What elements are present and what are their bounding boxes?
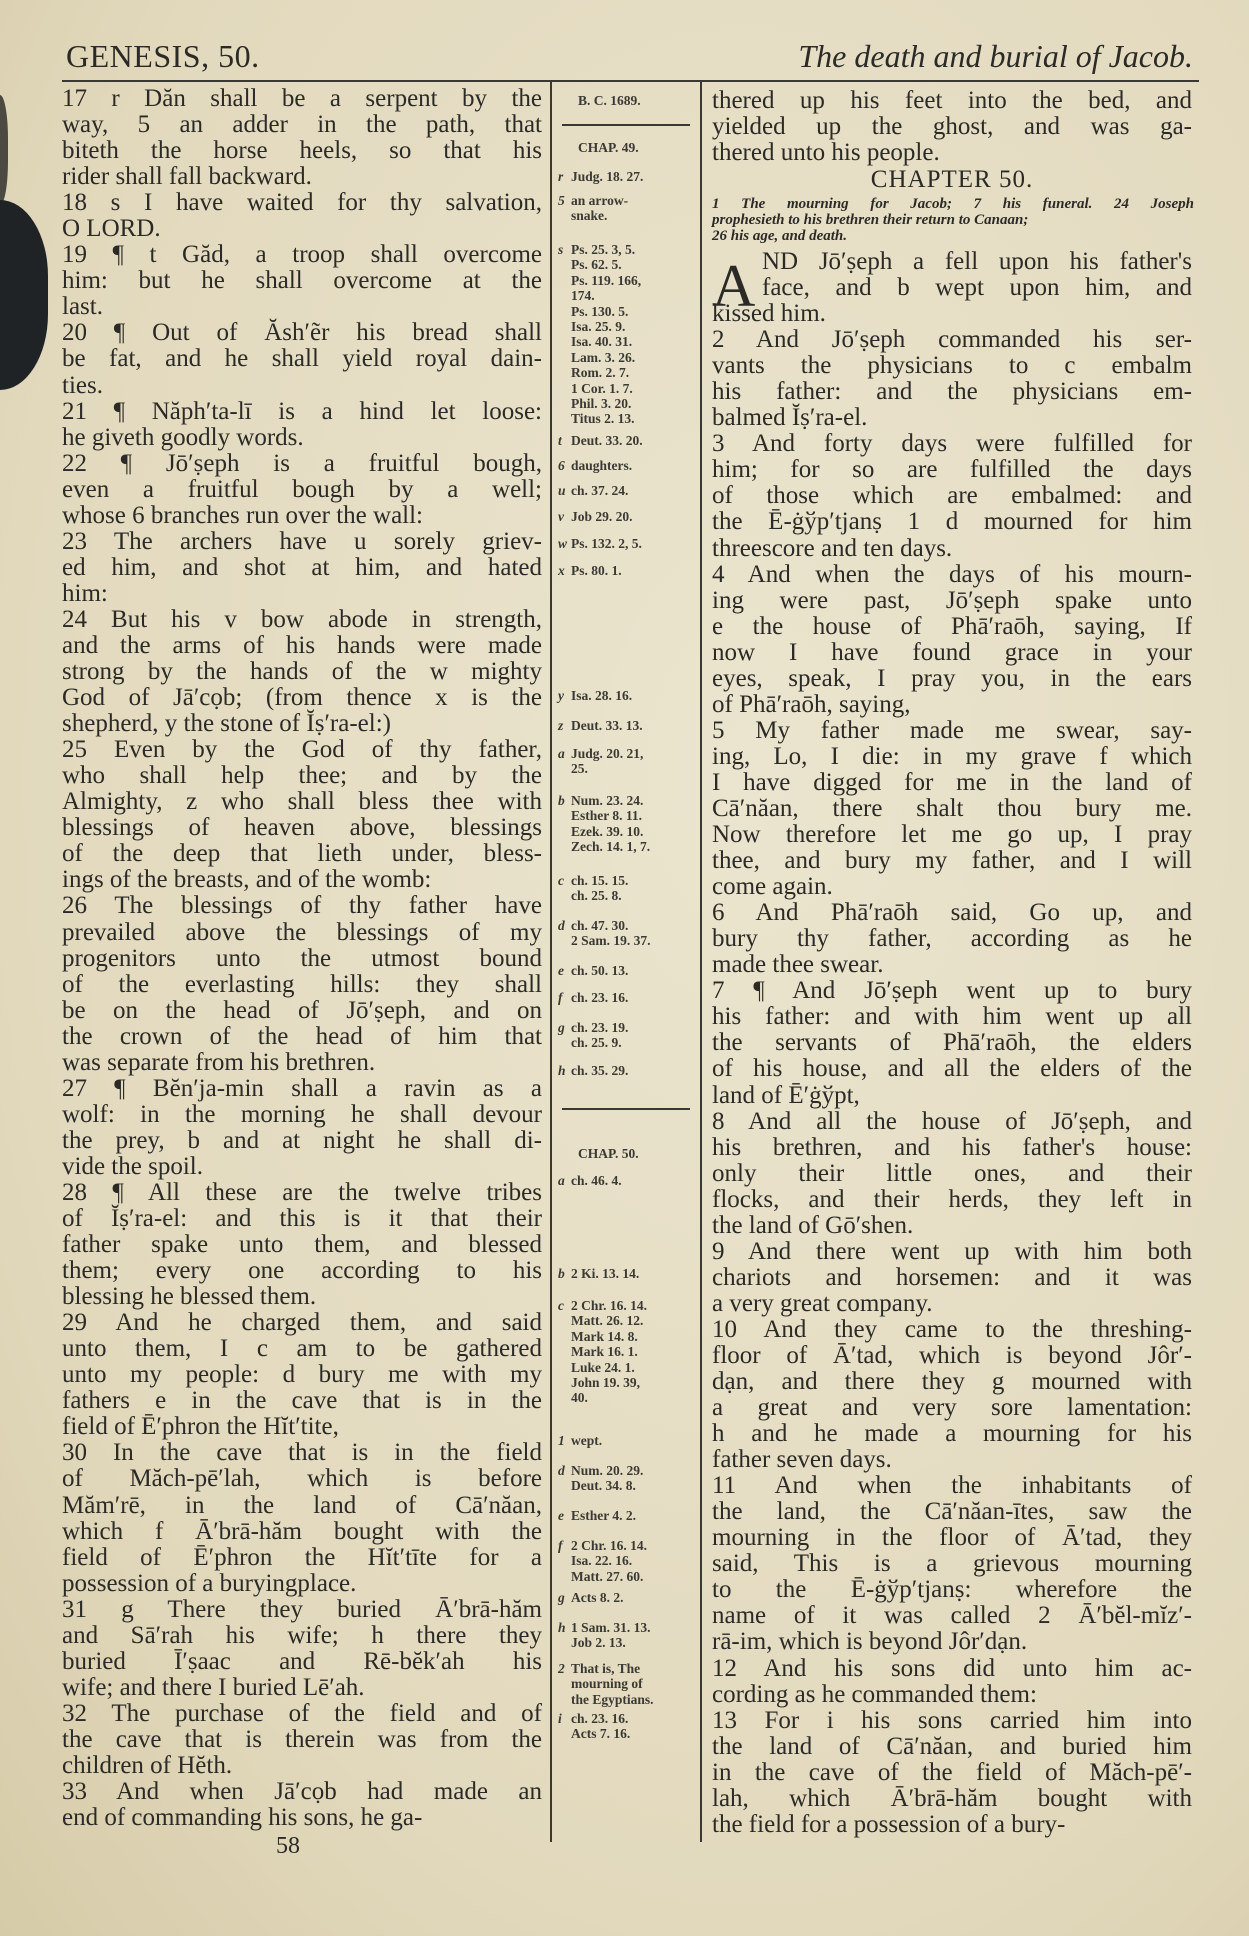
text-line: 5 My father made me swear, say- <box>712 716 1192 744</box>
text-line: them; every one according to his <box>62 1257 542 1285</box>
margin-note-line: 2 Sam. 19. 37. <box>571 933 651 949</box>
text-line: be fat, and he shall yield royal dain- <box>62 345 542 373</box>
text-line: 11 And when the inhabitants of <box>712 1472 1192 1500</box>
page-stain <box>0 95 8 205</box>
reference-mark: s <box>558 242 564 257</box>
text-line: Now therefore let me go up, I pray <box>712 821 1192 849</box>
column-divider-left <box>550 82 552 1842</box>
margin-note-line: 25. <box>571 761 588 777</box>
text-line: prophesieth to his brethren their return to Canaan; <box>712 212 1029 228</box>
text-line: only their little ones, and their <box>712 1159 1192 1187</box>
text-line: balmed Ĭṣ′ra-el. <box>712 404 868 432</box>
text-line: lah, which Ā′brā-hăm bought with <box>712 1784 1192 1812</box>
text-line: his brethren, and his father's house: <box>712 1133 1192 1161</box>
text-line: the land of Cā′năan, and buried him <box>712 1732 1192 1760</box>
chapter-summary <box>712 196 1194 244</box>
text-line: 6 And Phā′raōh said, Go up, and <box>712 899 1192 927</box>
text-line: unto them, I c am to be gathered <box>62 1335 542 1363</box>
text-line: thered up his feet into the bed, and <box>712 87 1192 114</box>
margin-rule <box>562 1108 690 1110</box>
margin-note <box>558 93 718 108</box>
margin-note-line: mourning of <box>571 1676 643 1692</box>
right-text-column <box>712 249 1192 1838</box>
text-line: father seven days. <box>712 1446 892 1474</box>
margin-note-line: Matt. 27. 60. <box>571 1568 644 1584</box>
text-line: 7 ¶ And Jō′ṣeph went up to bury <box>712 977 1192 1005</box>
text-line: of Phā′raōh, saying, <box>712 690 911 718</box>
text-line: floor of Ā′tad, which is beyond Jôr′- <box>712 1341 1192 1369</box>
text-line: a very great company. <box>712 1289 933 1317</box>
text-line: shepherd, y the stone of Ĭṣ′ra-el:) <box>62 710 391 738</box>
text-line: prevailed above the blessings of my <box>62 918 542 946</box>
margin-note-line: ch. 46. 4. <box>571 1173 622 1188</box>
margin-note-line: 2 Chr. 16. 14. <box>571 1298 648 1313</box>
text-line: face, and b wept upon him, and <box>762 274 1192 302</box>
margin-note-line: Job 2. 13. <box>571 1635 626 1651</box>
text-line: 24 But his v bow abode in strength, <box>62 605 542 633</box>
reference-mark: f <box>558 1538 563 1553</box>
text-line: a great and very sore lamentation: <box>712 1394 1192 1422</box>
text-line: the land of Gō′shen. <box>712 1211 914 1239</box>
text-line: O LORD. <box>62 215 161 243</box>
margin-rule <box>562 124 690 126</box>
text-line: and Sā′rah his wife; h there they <box>62 1621 542 1649</box>
margin-note <box>558 1463 698 1494</box>
text-line: cording as he commanded them: <box>712 1680 1037 1708</box>
margin-note <box>558 1173 698 1188</box>
text-line: Măm′rē, in the land of Cā′năan, <box>62 1491 542 1519</box>
margin-note-line: B. C. 1689. <box>578 93 641 108</box>
text-line: 3 And forty days were fulfilled for <box>712 430 1192 458</box>
margin-note-line: Ps. 119. 166, <box>571 272 642 288</box>
margin-note <box>558 1020 698 1051</box>
text-line: bury thy father, according as he <box>712 925 1192 953</box>
text-line: the crown of the head of him that <box>62 1022 542 1050</box>
text-line: fathers e in the cave that is in the <box>62 1387 542 1415</box>
margin-note-line: 1 Cor. 1. 7. <box>571 380 633 396</box>
text-line: Cā′năan, there shalt thou bury me. <box>712 794 1192 822</box>
text-line: flocks, and their herds, they left in <box>712 1185 1192 1213</box>
text-line: 32 The purchase of the field and of <box>62 1699 542 1727</box>
text-line: 30 In the cave that is in the field <box>62 1439 542 1467</box>
text-line: 9 And there went up with him both <box>712 1237 1192 1265</box>
margin-note-line: 1 Sam. 31. 13. <box>571 1620 651 1635</box>
reference-mark: z <box>558 718 564 733</box>
reference-mark: h <box>558 1620 566 1635</box>
text-line: blessings of heaven above, blessings <box>62 814 542 842</box>
text-line: mourning in the floor of Ā′tad, they <box>712 1524 1192 1552</box>
text-line: Almighty, z who shall bless thee with <box>62 788 542 816</box>
text-line: his father: and the physicians em- <box>712 378 1192 406</box>
text-line: 18 s I have waited for thy salvation, <box>62 189 542 217</box>
text-line: God of Jā′cọb; (from thence x is the <box>62 684 542 712</box>
margin-note-line: Phil. 3. 20. <box>571 396 632 412</box>
text-line: yielded up the ghost, and was ga- <box>712 113 1192 141</box>
text-line: the field for a possession of a bury- <box>712 1810 1066 1838</box>
text-line: 23 The archers have u sorely griev- <box>62 527 542 555</box>
text-line: ND Jō′ṣeph a fell upon his father's <box>762 248 1192 275</box>
text-line: field of Ē′phron the Hĭt′tīte for a <box>62 1543 542 1571</box>
reference-mark: g <box>558 1590 565 1605</box>
margin-note-line: Matt. 26. 12. <box>571 1313 644 1329</box>
text-line: of Ĭṣ′ra-el: and this is it that their <box>62 1205 542 1233</box>
text-line: end of commanding his sons, he ga- <box>62 1804 423 1832</box>
text-line: 27 ¶ Bĕn′ja-min shall a ravin as a <box>62 1074 542 1102</box>
text-line: 26 The blessings of thy father have <box>62 892 542 920</box>
margin-note <box>558 718 698 733</box>
margin-note-line: ch. 23. 19. <box>571 1020 629 1035</box>
reference-mark: 1 <box>558 1433 565 1448</box>
margin-note-line: 40. <box>571 1390 588 1406</box>
margin-note <box>558 746 698 777</box>
margin-note-line: ch. 25. 8. <box>571 888 622 904</box>
margin-note-line: ch. 25. 9. <box>571 1035 622 1051</box>
margin-note <box>558 1538 698 1584</box>
margin-note-line: Isa. 28. 16. <box>571 688 633 703</box>
margin-note-line: Acts 8. 2. <box>571 1590 624 1605</box>
margin-note <box>558 433 698 448</box>
margin-note <box>558 1661 698 1707</box>
margin-note <box>558 536 698 551</box>
reference-mark: 6 <box>558 458 565 473</box>
text-line: made thee swear. <box>712 951 884 979</box>
text-line: 4 And when the days of his mourn- <box>712 560 1192 588</box>
text-line: him: <box>62 579 108 607</box>
margin-note-line: John 19. 39, <box>571 1375 641 1391</box>
reference-mark: a <box>558 746 565 761</box>
margin-note <box>558 793 698 855</box>
margin-note-line: Deut. 33. 20. <box>571 433 643 448</box>
text-line: the land, the Cā′năan-ītes, saw the <box>712 1498 1192 1526</box>
text-line: 19 ¶ t Găd, a troop shall overcome <box>62 241 542 269</box>
reference-mark: w <box>558 536 568 551</box>
text-line: even a fruitful bough by a well; <box>62 475 542 503</box>
margin-note <box>558 458 698 473</box>
text-line: 2 And Jō′ṣeph commanded his ser- <box>712 326 1192 354</box>
text-line: whose 6 branches run over the wall: <box>62 501 423 529</box>
text-line: e the house of Phā′raōh, saying, If <box>712 612 1192 640</box>
text-line: progenitors unto the utmost bound <box>62 944 542 972</box>
text-line: 17 r Dăn shall be a serpent by the <box>62 85 542 112</box>
reference-mark: h <box>558 1063 566 1078</box>
column-divider-right <box>700 82 702 1842</box>
margin-note <box>558 140 718 155</box>
margin-note-line: 2 Ki. 13. 14. <box>571 1266 640 1281</box>
text-line: dạn, and there they g mourned with <box>712 1368 1192 1396</box>
margin-note <box>558 1620 698 1651</box>
margin-note-line: Zech. 14. 1, 7. <box>571 839 651 855</box>
margin-note-line: Job 29. 20. <box>571 509 633 524</box>
margin-note-line: Esther 8. 11. <box>571 808 643 824</box>
text-line: father spake unto them, and blessed <box>62 1231 542 1259</box>
reference-mark: e <box>558 1508 564 1523</box>
margin-note-line: Isa. 22. 16. <box>571 1553 633 1569</box>
text-line: vide the spoil. <box>62 1152 203 1180</box>
margin-note-line: ch. 23. 16. <box>571 1711 629 1726</box>
text-line: 1 The mourning for Jacob; 7 his funeral. 24 Joseph <box>712 196 1194 212</box>
margin-note <box>558 990 698 1005</box>
text-line: him; for so are fulfilled the days <box>712 456 1192 484</box>
text-line: ings of the breasts, and of the womb: <box>62 866 432 894</box>
text-line: ing were past, Jō′ṣeph spake unto <box>712 586 1192 614</box>
margin-note-line: Esther 4. 2. <box>571 1508 637 1523</box>
margin-note-line: daughters. <box>571 458 633 473</box>
margin-note-line: Rom. 2. 7. <box>571 365 630 381</box>
margin-note-line: Deut. 34. 8. <box>571 1478 636 1494</box>
margin-note-line: 174. <box>571 288 595 304</box>
margin-note-line: 2 Chr. 16. 14. <box>571 1538 648 1553</box>
text-line: chariots and horsemen: and it was <box>712 1263 1192 1291</box>
margin-note-line: the Egyptians. <box>571 1691 654 1707</box>
reference-mark: d <box>558 918 565 933</box>
reference-mark: x <box>558 563 565 578</box>
margin-note-line: That is, The <box>571 1661 641 1676</box>
text-line: rider shall fall backward. <box>62 163 312 191</box>
running-head-title: The death and burial of Jacob. <box>798 38 1193 74</box>
margin-note <box>558 688 698 703</box>
reference-mark: u <box>558 483 566 498</box>
text-line: 29 And he charged them, and said <box>62 1309 542 1337</box>
text-line: threescore and ten days. <box>712 534 953 562</box>
margin-note <box>558 1590 698 1605</box>
reference-mark: g <box>558 1020 565 1035</box>
text-line: eyes, speak, I pray you, in the ears <box>712 664 1192 692</box>
text-line: the cave that is therein was from the <box>62 1725 542 1753</box>
right-column-continuation <box>712 88 1192 166</box>
margin-note-line: ch. 47. 30. <box>571 918 629 933</box>
text-line: of Măch-pē′lah, which is before <box>62 1465 542 1493</box>
text-line: 10 And they came to the threshing- <box>712 1315 1192 1343</box>
text-line: 22 ¶ Jō′ṣeph is a fruitful bough, <box>62 449 542 477</box>
chapter-heading: CHAPTER 50. <box>870 166 1034 193</box>
left-text-column <box>62 86 542 1831</box>
text-line: in the cave of the field of Măch-pē′- <box>712 1758 1192 1786</box>
margin-note <box>558 1433 698 1448</box>
margin-note-line: Ps. 25. 3, 5. <box>571 242 636 257</box>
text-line: 8 And all the house of Jō′ṣeph, and <box>712 1107 1192 1135</box>
text-line: to the Ē-ġўp′tjanṣ: wherefore the <box>712 1576 1192 1604</box>
margin-note-line: Num. 20. 29. <box>571 1463 644 1478</box>
text-line: the servants of Phā′raōh, the elders <box>712 1029 1192 1057</box>
reference-mark: b <box>558 793 565 808</box>
text-line: ed him, and shot at him, and hated <box>62 553 542 581</box>
running-head-book: GENESIS, 50. <box>66 38 260 74</box>
text-line: h and he made a mourning for his <box>712 1420 1192 1448</box>
margin-note-line: Judg. 18. 27. <box>571 169 644 184</box>
margin-note <box>558 1298 698 1406</box>
binding-hole <box>0 200 48 390</box>
margin-note-line: Ps. 62. 5. <box>571 257 622 273</box>
margin-note-line: Mark 16. 1. <box>571 1344 638 1360</box>
text-line: ties. <box>62 371 103 399</box>
margin-note <box>558 242 698 427</box>
text-line: biteth the horse heels, so that his <box>62 137 542 165</box>
margin-note <box>558 193 698 224</box>
margin-note <box>558 873 698 904</box>
text-line: I have digged for me in the land of <box>712 768 1192 796</box>
margin-note <box>558 918 698 949</box>
text-line: he giveth goodly words. <box>62 423 304 451</box>
reference-mark: c <box>558 873 564 888</box>
margin-note-line: Ps. 132. 2, 5. <box>571 536 642 551</box>
margin-note-line: Isa. 40. 31. <box>571 334 633 350</box>
text-line: children of Hĕth. <box>62 1752 233 1779</box>
reference-mark: t <box>558 433 562 448</box>
margin-note-line: Ps. 80. 1. <box>571 563 622 578</box>
text-line: vants the physicians to c embalm <box>712 352 1192 380</box>
margin-note <box>558 169 698 184</box>
page-number: 58 <box>276 1833 300 1859</box>
text-line: kissed him. <box>712 300 826 328</box>
margin-note <box>558 483 698 498</box>
text-line: 31 g There they buried Ā′brā-hăm <box>62 1595 542 1623</box>
margin-note-line: an arrow- <box>571 193 629 208</box>
reference-mark: 2 <box>558 1661 565 1676</box>
text-line: blessing he blessed them. <box>62 1283 317 1311</box>
reference-mark: r <box>558 169 564 184</box>
margin-note-line: ch. 35. 29. <box>571 1063 629 1078</box>
text-line: wolf: in the morning he shall devour <box>62 1100 542 1128</box>
reference-mark: b <box>558 1266 565 1281</box>
margin-note <box>558 1146 718 1161</box>
margin-note-line: CHAP. 50. <box>578 1146 639 1161</box>
text-line: his father: and with him went up all <box>712 1003 1192 1031</box>
margin-note <box>558 509 698 524</box>
text-line: way, 5 an adder in the path, that <box>62 111 542 139</box>
reference-mark: e <box>558 963 564 978</box>
reference-mark: v <box>558 509 564 524</box>
margin-note-line: wept. <box>571 1433 603 1448</box>
margin-note-line: Deut. 33. 13. <box>571 718 643 733</box>
text-line: be on the head of Jō′ṣeph, and on <box>62 996 542 1024</box>
text-line: 21 ¶ Năph′ta-lī is a hind let loose: <box>62 397 542 425</box>
text-line: ing, Lo, I die: in my grave f which <box>712 742 1192 770</box>
margin-note-line: ch. 50. 13. <box>571 963 629 978</box>
header-rule <box>62 80 1199 82</box>
text-line: which f Ā′brā-hăm bought with the <box>62 1517 542 1545</box>
text-line: last. <box>62 293 103 321</box>
text-line: 13 For i his sons carried him into <box>712 1706 1192 1734</box>
text-line: now I have found grace in your <box>712 638 1192 666</box>
text-line: of those which are embalmed: and <box>712 482 1192 510</box>
margin-note <box>558 1508 698 1523</box>
text-line: name of it was called 2 Ā′bĕl-mĭz′- <box>712 1602 1192 1630</box>
text-line: was separate from his brethren. <box>62 1048 376 1076</box>
margin-note <box>558 963 698 978</box>
text-line: buried Ī′ṣaac and Rē-bĕk′ah his <box>62 1647 542 1675</box>
text-line: land of Ē′ġўpt, <box>712 1081 860 1109</box>
text-line: the prey, b and at night he shall di- <box>62 1126 542 1154</box>
reference-mark: c <box>558 1298 564 1313</box>
text-line: rā-im, which is beyond Jôr′dạn. <box>712 1628 1028 1656</box>
text-line: of the deep that lieth under, bless- <box>62 840 542 868</box>
reference-mark: 5 <box>558 193 565 208</box>
reference-mark: i <box>558 1711 562 1726</box>
margin-note-line: ch. 15. 15. <box>571 873 629 888</box>
margin-note <box>558 563 698 578</box>
margin-note-line: Ps. 130. 5. <box>571 303 629 319</box>
margin-note-line: CHAP. 49. <box>578 140 639 155</box>
margin-note-line: Num. 23. 24. <box>571 793 644 808</box>
text-line: wife; and there I buried Lē′ah. <box>62 1673 365 1701</box>
text-line: who shall help thee; and by the <box>62 762 542 790</box>
text-line: possession of a buryingplace. <box>62 1569 357 1597</box>
margin-note-line: Mark 14. 8. <box>571 1328 638 1344</box>
text-line: 20 ¶ Out of Ăsh′ẽr his bread shall <box>62 319 542 347</box>
text-line: 25 Even by the God of thy father, <box>62 736 542 764</box>
text-line: unto my people: d bury me with my <box>62 1361 542 1389</box>
margin-note <box>558 1063 698 1078</box>
text-line: come again. <box>712 873 833 901</box>
margin-note-line: Isa. 25. 9. <box>571 319 626 335</box>
text-line: said, This is a grievous mourning <box>712 1550 1192 1578</box>
text-line: the Ē-ġўp′tjanṣ 1 d mourned for him <box>712 508 1192 536</box>
reference-mark: y <box>558 688 564 703</box>
margin-note <box>558 1711 698 1742</box>
margin-note-line: Titus 2. 13. <box>571 411 635 427</box>
text-line: 12 And his sons did unto him ac- <box>712 1654 1192 1682</box>
text-line: 26 his age, and death. <box>712 228 848 244</box>
margin-note-line: Luke 24. 1. <box>571 1359 635 1375</box>
text-line: 28 ¶ All these are the twelve tribes <box>62 1178 542 1206</box>
text-line: thee, and bury my father, and I will <box>712 847 1192 875</box>
margin-note-line: snake. <box>571 208 608 224</box>
text-line: and the arms of his hands were made <box>62 631 542 659</box>
margin-note-line: ch. 23. 16. <box>571 990 629 1005</box>
text-line: him: but he shall overcome at the <box>62 267 542 295</box>
text-line: field of Ē′phron the Hĭt′tite, <box>62 1413 339 1441</box>
margin-note-line: Judg. 20. 21, <box>571 746 644 761</box>
drop-cap: A <box>712 253 756 319</box>
margin-note-line: Ezek. 39. 10. <box>571 823 644 839</box>
margin-note-line: Lam. 3. 26. <box>571 349 636 365</box>
margin-note-line: ch. 37. 24. <box>571 483 629 498</box>
text-line: thered unto his people. <box>712 139 940 167</box>
text-line: strong by the hands of the w mighty <box>62 658 542 686</box>
reference-mark: a <box>558 1173 565 1188</box>
margin-note <box>558 1266 698 1281</box>
reference-mark: d <box>558 1463 565 1478</box>
margin-note-line: Acts 7. 16. <box>571 1726 631 1742</box>
text-line: of his house, and all the elders of the <box>712 1055 1192 1083</box>
reference-mark: f <box>558 990 563 1005</box>
text-line: of the everlasting hills: they shall <box>62 970 542 998</box>
text-line: 33 And when Jā′cọb had made an <box>62 1778 542 1806</box>
